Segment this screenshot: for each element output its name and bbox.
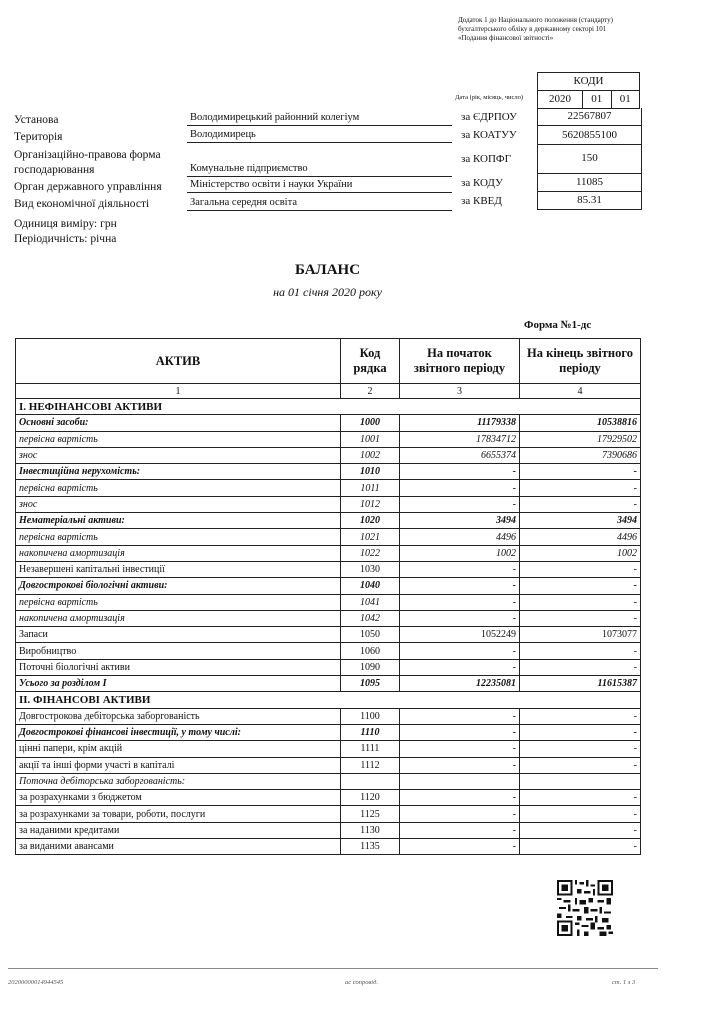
date-month: 01 <box>582 91 611 108</box>
header-start: На початок звітного періоду <box>400 339 520 384</box>
row-code: 1135 <box>341 839 400 855</box>
date-row <box>537 91 640 109</box>
table-row <box>16 741 641 757</box>
underline <box>187 125 452 126</box>
date-day: 01 <box>611 91 640 108</box>
col-number: 4 <box>520 384 641 399</box>
row-start-value: 6655374 <box>400 447 520 463</box>
row-start-value: - <box>400 496 520 512</box>
row-code: 1130 <box>341 822 400 838</box>
row-start-value: 12235081 <box>400 676 520 692</box>
table-row <box>16 773 641 789</box>
row-end-value: - <box>520 806 641 822</box>
row-label: Довгострокові фінансові інвестиції, у тому числі: <box>16 724 341 740</box>
row-code: 1000 <box>341 415 400 431</box>
col-number: 2 <box>341 384 400 399</box>
row-code: 1112 <box>341 757 400 773</box>
org-form-label: Організаційно-правова форма <box>14 149 161 161</box>
organ-label: Орган державного управління <box>14 181 162 193</box>
row-label: первісна вартість <box>16 431 341 447</box>
table-row <box>16 480 641 496</box>
table-row <box>16 610 641 626</box>
row-end-value: 1002 <box>520 545 641 561</box>
za-koatuu-label: за КОАТУУ <box>461 129 517 141</box>
kopfg-code: 150 <box>537 145 642 174</box>
koatuu-code: 5620855100 <box>537 126 642 145</box>
row-label: накопичена амортизація <box>16 545 341 561</box>
row-label: акції та інші форми участі в капіталі <box>16 757 341 773</box>
table-row <box>16 561 641 577</box>
row-code: 1011 <box>341 480 400 496</box>
organ-value: Міністерство освіти і науки України <box>190 179 353 190</box>
header-end: На кінець звітного періоду <box>520 339 641 384</box>
row-label: за розрахунками з бюджетом <box>16 790 341 806</box>
row-code: 1110 <box>341 724 400 740</box>
table-row <box>16 659 641 675</box>
footer-divider <box>8 968 658 969</box>
edrpou-code: 22567807 <box>537 108 642 126</box>
appendix-line: «Подання фінансової звітності» <box>458 34 554 42</box>
row-code <box>341 773 400 789</box>
row-end-value: - <box>520 659 641 675</box>
footer-page: ст. 1 з 3 <box>612 979 636 986</box>
row-code: 1060 <box>341 643 400 659</box>
row-code: 1030 <box>341 561 400 577</box>
row-end-value: - <box>520 464 641 480</box>
table-row <box>16 431 641 447</box>
vyd-value: Загальна середня освіта <box>190 197 297 208</box>
row-end-value <box>520 773 641 789</box>
row-label: цінні папери, крім акцій <box>16 741 341 757</box>
row-start-value: - <box>400 561 520 577</box>
kodu-code: 11085 <box>537 174 642 192</box>
vyd-label: Вид економічної діяльності <box>14 198 150 210</box>
row-start-value: - <box>400 659 520 675</box>
row-code: 1050 <box>341 627 400 643</box>
section-row <box>16 692 641 708</box>
row-end-value: - <box>520 594 641 610</box>
codes-header: КОДИ <box>537 72 640 91</box>
table-row <box>16 496 641 512</box>
terytoriya-value: Володимирець <box>190 129 256 140</box>
row-label: накопичена амортизація <box>16 610 341 626</box>
table-row <box>16 447 641 463</box>
table-row <box>16 806 641 822</box>
balance-table <box>15 338 641 855</box>
row-code: 1041 <box>341 594 400 610</box>
row-end-value: - <box>520 724 641 740</box>
table-row <box>16 839 641 855</box>
row-code: 1020 <box>341 513 400 529</box>
period-label: Періодичність: річна <box>14 233 117 245</box>
row-end-value: - <box>520 561 641 577</box>
row-start-value: 3494 <box>400 513 520 529</box>
table-row <box>16 415 641 431</box>
row-code: 1100 <box>341 708 400 724</box>
row-label: Основні засоби: <box>16 415 341 431</box>
appendix-note <box>458 16 613 43</box>
row-end-value: - <box>520 610 641 626</box>
row-start-value: - <box>400 724 520 740</box>
col-number: 3 <box>400 384 520 399</box>
row-start-value: - <box>400 610 520 626</box>
underline <box>187 210 452 211</box>
row-label: Інвестиційна нерухомість: <box>16 464 341 480</box>
table-row <box>16 790 641 806</box>
row-label: Довгострокова дебіторська заборгованість <box>16 708 341 724</box>
row-code: 1010 <box>341 464 400 480</box>
row-end-value: - <box>520 839 641 855</box>
row-start-value: - <box>400 643 520 659</box>
table-row <box>16 627 641 643</box>
underline <box>187 176 452 177</box>
row-end-value: 10538816 <box>520 415 641 431</box>
row-start-value: - <box>400 839 520 855</box>
row-code: 1021 <box>341 529 400 545</box>
row-start-value: - <box>400 757 520 773</box>
header-aktyv: АКТИВ <box>16 339 341 384</box>
row-code: 1090 <box>341 659 400 675</box>
row-end-value: 11615387 <box>520 676 641 692</box>
footer-doc-id: 20200000014944545 <box>8 979 64 986</box>
row-start-value: - <box>400 464 520 480</box>
table-row <box>16 545 641 561</box>
ustanova-label: Установа <box>14 114 59 126</box>
row-code: 1012 <box>341 496 400 512</box>
row-start-value: 1002 <box>400 545 520 561</box>
col-number: 1 <box>16 384 341 399</box>
row-start-value: 11179338 <box>400 415 520 431</box>
header-code: Код рядка <box>341 339 400 384</box>
row-end-value: - <box>520 496 641 512</box>
row-label: за виданими авансами <box>16 839 341 855</box>
row-label: за розрахунками за товари, роботи, послуги <box>16 806 341 822</box>
row-end-value: 17929502 <box>520 431 641 447</box>
row-label: знос <box>16 496 341 512</box>
row-start-value: 17834712 <box>400 431 520 447</box>
qr-code <box>557 880 613 936</box>
appendix-line: бухгалтерського обліку в державному секторі 101 <box>458 25 607 33</box>
row-label: Довгострокові біологічні активи: <box>16 578 341 594</box>
section-title: I. НЕФІНАНСОВІ АКТИВИ <box>16 399 641 415</box>
row-start-value: - <box>400 708 520 724</box>
table-row <box>16 578 641 594</box>
section-title: II. ФІНАНСОВІ АКТИВИ <box>16 692 641 708</box>
row-code: 1042 <box>341 610 400 626</box>
row-label: Поточні біологічні активи <box>16 659 341 675</box>
table-row <box>16 529 641 545</box>
row-label: Поточна дебіторська заборгованість: <box>16 773 341 789</box>
row-start-value: - <box>400 741 520 757</box>
row-label: Незавершені капітальні інвестиції <box>16 561 341 577</box>
row-label: первісна вартість <box>16 480 341 496</box>
page-subtitle: на 01 січня 2020 року <box>273 285 382 299</box>
za-kodu-label: за КОДУ <box>461 177 503 189</box>
row-start-value: - <box>400 578 520 594</box>
row-end-value: - <box>520 822 641 838</box>
kved-code: 85.31 <box>537 192 642 210</box>
row-code: 1120 <box>341 790 400 806</box>
row-label: Запаси <box>16 627 341 643</box>
row-end-value: - <box>520 708 641 724</box>
appendix-line: Додаток 1 до Національного положення (стандарту) <box>458 16 613 24</box>
row-label: первісна вартість <box>16 529 341 545</box>
row-start-value: - <box>400 790 520 806</box>
org-form-label-cont: господарювання <box>14 164 95 176</box>
za-kved-label: за КВЕД <box>461 195 502 207</box>
row-label: Виробництво <box>16 643 341 659</box>
underline <box>187 192 452 193</box>
org-form-value: Комунальне підприємство <box>190 163 308 174</box>
row-end-value: - <box>520 757 641 773</box>
row-code: 1002 <box>341 447 400 463</box>
terytoriya-label: Територія <box>14 131 63 143</box>
form-number: Форма №1-дс <box>524 319 592 331</box>
footer-note: ас сопровід. <box>345 979 379 986</box>
row-end-value: - <box>520 480 641 496</box>
row-code: 1095 <box>341 676 400 692</box>
row-label: Усього за розділом I <box>16 676 341 692</box>
table-row <box>16 676 641 692</box>
unit-label: Одиниця виміру: грн <box>14 218 117 230</box>
date-year: 2020 <box>549 93 571 105</box>
za-kopfg-label: за КОПФГ <box>461 153 511 165</box>
section-row <box>16 399 641 415</box>
row-label: первісна вартість <box>16 594 341 610</box>
ustanova-value: Володимирецький районний колегіум <box>190 112 360 123</box>
table-row <box>16 643 641 659</box>
table-row <box>16 757 641 773</box>
row-label: за наданими кредитами <box>16 822 341 838</box>
row-code: 1022 <box>341 545 400 561</box>
row-end-value: - <box>520 741 641 757</box>
table-row <box>16 822 641 838</box>
row-end-value: - <box>520 578 641 594</box>
table-row <box>16 513 641 529</box>
table-row <box>16 724 641 740</box>
codes-box <box>537 72 640 109</box>
row-start-value: - <box>400 822 520 838</box>
row-start-value: - <box>400 594 520 610</box>
row-end-value: 7390686 <box>520 447 641 463</box>
row-code: 1111 <box>341 741 400 757</box>
underline <box>187 142 452 143</box>
row-start-value: - <box>400 806 520 822</box>
row-code: 1125 <box>341 806 400 822</box>
row-end-value: 3494 <box>520 513 641 529</box>
row-start-value: 4496 <box>400 529 520 545</box>
row-end-value: - <box>520 790 641 806</box>
table-row <box>16 594 641 610</box>
row-start-value: 1052249 <box>400 627 520 643</box>
za-edrpou-label: за ЄДРПОУ <box>461 111 517 123</box>
row-code: 1001 <box>341 431 400 447</box>
table-row <box>16 464 641 480</box>
row-code: 1040 <box>341 578 400 594</box>
row-label: знос <box>16 447 341 463</box>
row-start-value <box>400 773 520 789</box>
row-end-value: 1073077 <box>520 627 641 643</box>
date-label: Дата (рік, місяць, число) <box>455 94 523 101</box>
row-end-value: 4496 <box>520 529 641 545</box>
page-title: БАЛАНС <box>294 262 361 278</box>
row-end-value: - <box>520 643 641 659</box>
table-row <box>16 708 641 724</box>
row-label: Нематеріальні активи: <box>16 513 341 529</box>
row-start-value: - <box>400 480 520 496</box>
